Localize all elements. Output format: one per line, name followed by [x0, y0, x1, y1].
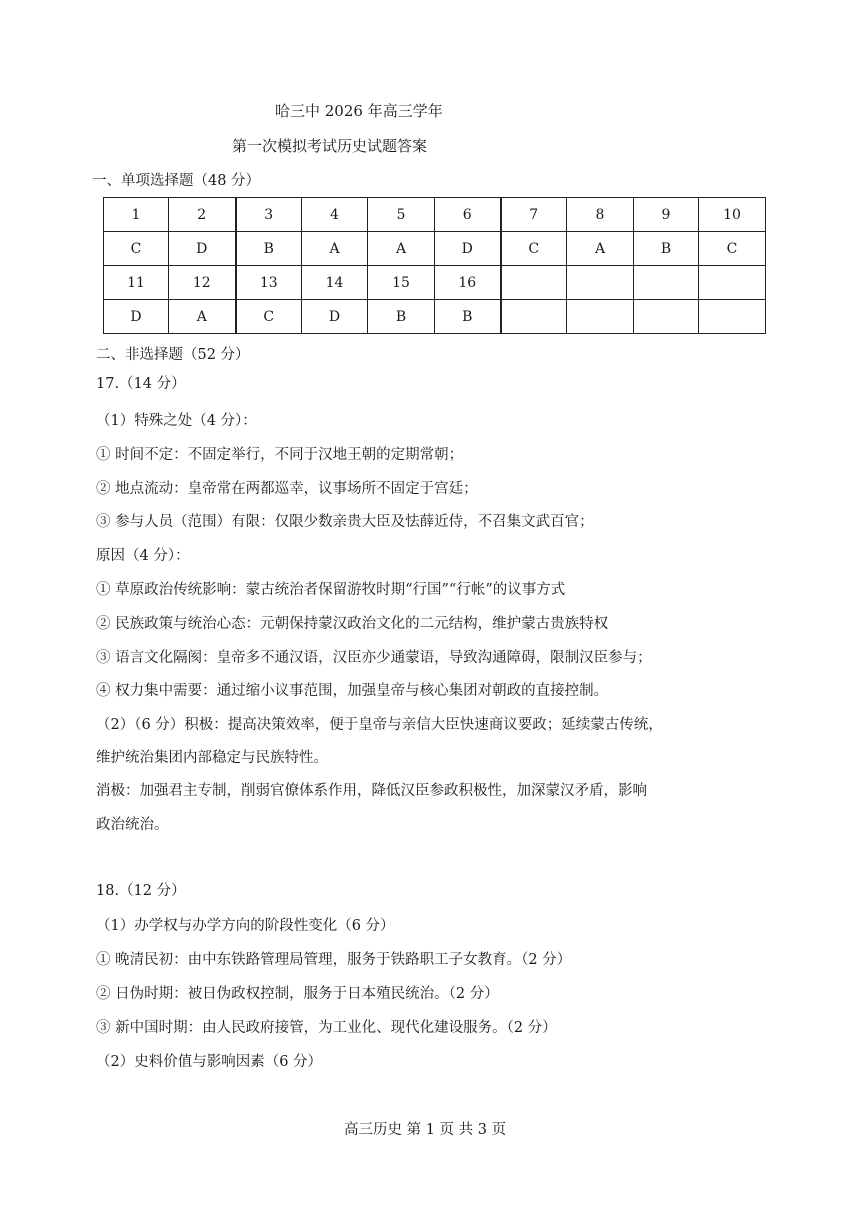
answer-cell: 12: [169, 266, 236, 300]
answer-cell: B: [634, 232, 699, 266]
answer-cell: C: [501, 232, 567, 266]
answer-cell: 2: [169, 198, 236, 232]
title-line-2: 第一次模拟考试历史试题答案: [232, 137, 428, 155]
q17-line: 维护统治集团内部稳定与民族特性。: [96, 750, 328, 766]
q18-line: ③ 新中国时期：由人民政府接管，为工业化、现代化建设服务。（2 分）: [96, 1020, 557, 1036]
q17-line: ③ 语言文化隔阂：皇帝多不通汉语，汉臣亦少通蒙语，导致沟通障碍，限制汉臣参与；: [96, 650, 652, 666]
answer-cell: 16: [435, 266, 501, 300]
answer-table-row: [104, 232, 766, 266]
answer-cell: A: [567, 232, 634, 266]
title-line-1: 哈三中 2026 年高三学年: [275, 102, 443, 120]
answer-cell: B: [236, 232, 302, 266]
answer-cell: 1: [104, 198, 169, 232]
section-1-heading: 一、单项选择题（48 分）: [92, 173, 261, 189]
q17-line: ① 时间不定：不固定举行，不同于汉地王朝的定期常朝；: [96, 447, 464, 463]
answer-cell: D: [104, 300, 169, 334]
answer-cell: A: [302, 232, 368, 266]
q17-line: （1）特殊之处（4 分）：: [96, 413, 257, 429]
answer-cell: [501, 266, 567, 300]
answer-table-row: [104, 300, 766, 334]
answer-cell: B: [435, 300, 501, 334]
answer-cell: 3: [236, 198, 302, 232]
answer-cell: 4: [302, 198, 368, 232]
q18-line: （1）办学权与办学方向的阶段性变化（6 分）: [96, 918, 395, 934]
answer-cell: [634, 300, 699, 334]
q17-line: ② 民族政策与统治心态：元朝保持蒙汉政治文化的二元结构，维护蒙古贵族特权: [96, 616, 609, 632]
answer-cell: C: [104, 232, 169, 266]
answer-cell: [567, 300, 634, 334]
q17-line: （2）（6 分）积极：提高决策效率，便于皇帝与亲信大臣快速商议要政；延续蒙古传统，: [96, 717, 663, 733]
answer-cell: 15: [368, 266, 435, 300]
q17-line: 政治统治。: [96, 817, 169, 833]
answer-cell: 7: [501, 198, 567, 232]
q17-label: 17.（14 分）: [96, 376, 186, 392]
q17-line: ② 地点流动：皇帝常在两都巡幸，议事场所不固定于宫廷；: [96, 481, 478, 497]
answer-cell: C: [699, 232, 766, 266]
q18-label: 18.（12 分）: [96, 883, 186, 899]
answer-cell: 11: [104, 266, 169, 300]
answer-cell: [501, 300, 567, 334]
q18-line: ① 晚清民初：由中东铁路管理局管理，服务于铁路职工子女教育。（2 分）: [96, 952, 572, 968]
q18-line: ② 日伪时期：被日伪政权控制，服务于日本殖民统治。（2 分）: [96, 986, 499, 1002]
answer-cell: D: [302, 300, 368, 334]
answer-table: [103, 197, 766, 334]
section-2-heading: 二、非选择题（52 分）: [96, 347, 250, 363]
answer-table-row: [104, 266, 766, 300]
answer-table-row: [104, 198, 766, 232]
answer-cell: [567, 266, 634, 300]
answer-cell: 5: [368, 198, 435, 232]
answer-cell: 6: [435, 198, 501, 232]
answer-cell: A: [368, 232, 435, 266]
answer-cell: A: [169, 300, 236, 334]
answer-cell: 14: [302, 266, 368, 300]
answer-cell: [699, 300, 766, 334]
answer-cell: 8: [567, 198, 634, 232]
q17-line: 原因（4 分）：: [96, 548, 190, 564]
q17-line: 消极：加强君主专制，削弱官僚体系作用，降低汉臣参政积极性，加深蒙汉矛盾，影响: [96, 783, 647, 799]
q17-line: ① 草原政治传统影响：蒙古统治者保留游牧时期“行国”“行帐”的议事方式: [96, 582, 566, 598]
answer-cell: D: [435, 232, 501, 266]
answer-cell: D: [169, 232, 236, 266]
q18-line: （2）史料价值与影响因素（6 分）: [96, 1054, 323, 1070]
page-footer: 高三历史 第 1 页 共 3 页: [344, 1122, 507, 1138]
answer-cell: 10: [699, 198, 766, 232]
answer-cell: 9: [634, 198, 699, 232]
answer-cell: C: [236, 300, 302, 334]
answer-cell: B: [368, 300, 435, 334]
q17-line: ③ 参与人员（范围）有限：仅限少数亲贵大臣及怯薛近侍，不召集文武百官；: [96, 514, 594, 530]
answer-cell: [634, 266, 699, 300]
answer-cell: 13: [236, 266, 302, 300]
answer-cell: [699, 266, 766, 300]
q17-line: ④ 权力集中需要：通过缩小议事范围，加强皇帝与核心集团对朝政的直接控制。: [96, 683, 609, 699]
